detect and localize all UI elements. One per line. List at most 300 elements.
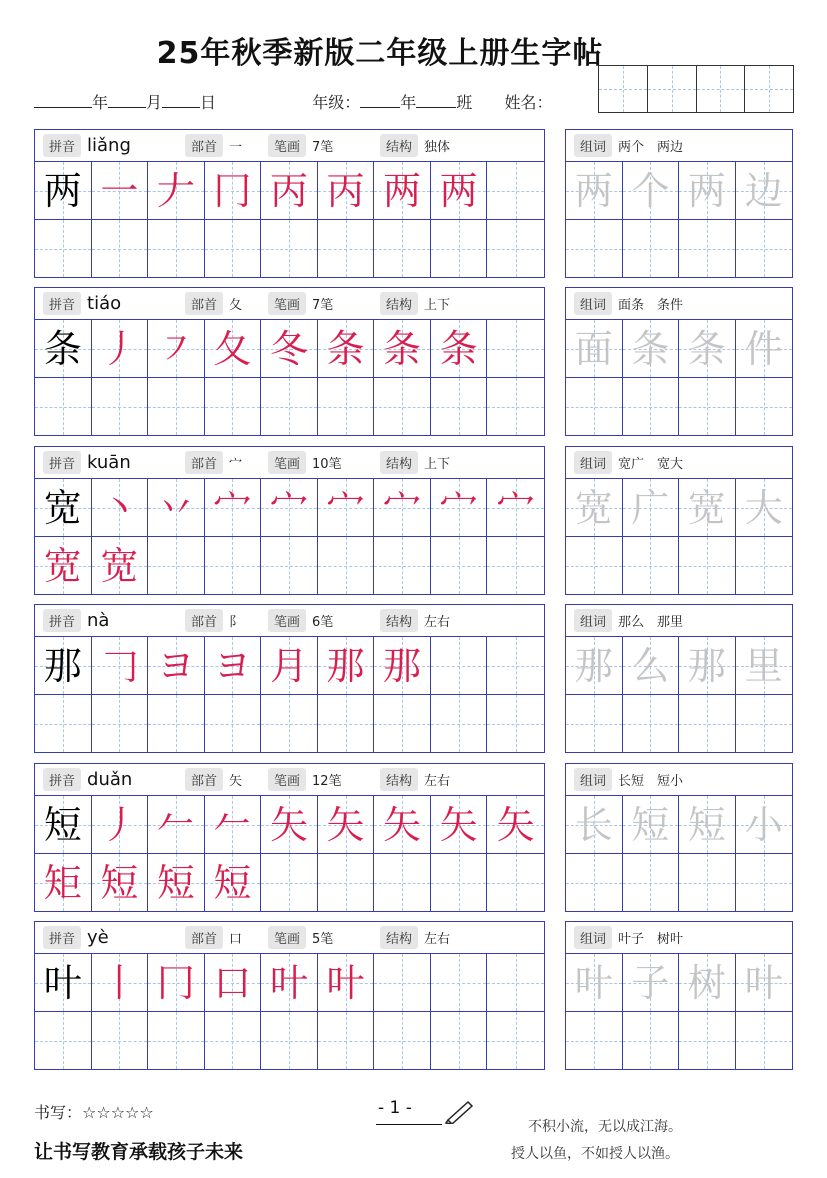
- writing-cell[interactable]: [736, 695, 793, 752]
- trace-character: 件: [744, 326, 783, 371]
- writing-cell[interactable]: [487, 378, 544, 435]
- writing-cell[interactable]: [431, 220, 488, 277]
- model-character: 两: [43, 168, 82, 213]
- words-value: 叶子 树叶: [618, 932, 684, 947]
- char-practice-panel: [34, 287, 545, 436]
- word-practice-panel: [565, 129, 793, 278]
- strokes-tag: 笔画: [268, 768, 306, 791]
- writing-cell[interactable]: [148, 162, 205, 219]
- words-value: 两个 两边: [618, 140, 684, 155]
- writing-cell[interactable]: [679, 954, 736, 1011]
- writing-cell[interactable]: [736, 479, 793, 536]
- stroke-order-step: [261, 162, 317, 219]
- writing-cell[interactable]: [431, 162, 488, 219]
- stroke-step-glyph: ㇇: [156, 326, 195, 371]
- writing-cell[interactable]: [374, 854, 431, 911]
- writing-cell[interactable]: [736, 537, 793, 594]
- trace-character: 子: [631, 960, 670, 1005]
- word-row: [566, 220, 792, 277]
- writing-cell[interactable]: [566, 637, 623, 694]
- radical-tag: 部首: [185, 609, 223, 632]
- stroke-step-glyph: 冬: [269, 326, 308, 371]
- structure-value: 左右: [424, 774, 451, 789]
- writing-cell[interactable]: [374, 695, 431, 752]
- stroke-order-step: [35, 854, 91, 911]
- stroke-order-step: [92, 162, 148, 219]
- writing-cell[interactable]: [566, 796, 623, 853]
- strokes-value: 5笔: [312, 932, 334, 947]
- char-practice-panel: [34, 446, 545, 595]
- writing-cell[interactable]: [318, 220, 375, 277]
- writing-cell[interactable]: [679, 479, 736, 536]
- writing-cell[interactable]: [205, 637, 262, 694]
- words-bar: [566, 288, 792, 320]
- writing-cell[interactable]: [431, 796, 488, 853]
- trace-character: 宽: [574, 485, 613, 530]
- writing-cell[interactable]: [205, 854, 262, 911]
- writing-cell[interactable]: [623, 162, 680, 219]
- writing-cell[interactable]: [35, 637, 92, 694]
- pinyin-tag: 拼音: [43, 134, 81, 157]
- stroke-order-step: [318, 796, 374, 853]
- stroke-order-step: [92, 854, 148, 911]
- stroke-order-step: [374, 320, 430, 377]
- writing-cell[interactable]: [431, 378, 488, 435]
- writing-cell[interactable]: [736, 162, 793, 219]
- writing-cell[interactable]: [35, 1012, 92, 1069]
- writing-cell[interactable]: [487, 954, 544, 1011]
- stroke-step-glyph: 短: [156, 860, 195, 905]
- trace-character: 个: [631, 168, 670, 213]
- word-row: [566, 479, 792, 537]
- writing-cell[interactable]: [566, 378, 623, 435]
- writing-cell[interactable]: [431, 537, 488, 594]
- practice-row: [35, 1012, 544, 1069]
- model-character: 短: [43, 802, 82, 847]
- stroke-order-step: [261, 954, 317, 1011]
- writing-cell[interactable]: [261, 479, 318, 536]
- writing-cell[interactable]: [318, 1012, 375, 1069]
- writing-cell[interactable]: [679, 1012, 736, 1069]
- structure-value: 左右: [424, 615, 451, 630]
- writing-cell[interactable]: [623, 1012, 680, 1069]
- writing-cell[interactable]: [566, 479, 623, 536]
- writing-cell[interactable]: [261, 537, 318, 594]
- stroke-step-glyph: 条: [383, 326, 422, 371]
- writing-cell[interactable]: [205, 479, 262, 536]
- stroke-order-step: [374, 479, 430, 536]
- writing-cell[interactable]: [566, 1012, 623, 1069]
- writing-cell[interactable]: [374, 1012, 431, 1069]
- word-practice-panel: [565, 763, 793, 912]
- writing-cell[interactable]: [205, 1012, 262, 1069]
- pinyin-tag: 拼音: [43, 926, 81, 949]
- stroke-order-step: [374, 162, 430, 219]
- words-bar: [566, 764, 792, 796]
- writing-cell[interactable]: [92, 378, 149, 435]
- name-cell[interactable]: [745, 66, 793, 112]
- stroke-step-glyph: 𠂇: [156, 168, 195, 213]
- writing-cell[interactable]: [205, 537, 262, 594]
- structure-tag: 结构: [380, 451, 418, 474]
- writing-cell[interactable]: [487, 1012, 544, 1069]
- writing-cell[interactable]: [205, 320, 262, 377]
- writing-cell[interactable]: [92, 537, 149, 594]
- writing-cell[interactable]: [148, 479, 205, 536]
- writing-cell[interactable]: [736, 954, 793, 1011]
- writing-cell[interactable]: [374, 637, 431, 694]
- writing-cell[interactable]: [431, 1012, 488, 1069]
- word-row: [566, 637, 792, 695]
- writing-cell[interactable]: [318, 162, 375, 219]
- trace-character: 条: [687, 326, 726, 371]
- writing-cell[interactable]: [487, 695, 544, 752]
- radical-value: 口: [229, 932, 243, 947]
- writing-cell[interactable]: [318, 695, 375, 752]
- month-label: 月: [146, 93, 163, 112]
- writing-cell[interactable]: [566, 854, 623, 911]
- stroke-order-step: [148, 637, 204, 694]
- writing-cell[interactable]: [35, 537, 92, 594]
- writing-cell[interactable]: [374, 479, 431, 536]
- writing-cell[interactable]: [431, 637, 488, 694]
- grade-blank[interactable]: [360, 94, 400, 108]
- writing-cell[interactable]: [431, 320, 488, 377]
- stroke-order-step: [318, 954, 374, 1011]
- trace-character: 那: [574, 643, 613, 688]
- writing-cell[interactable]: [92, 695, 149, 752]
- writing-cell[interactable]: [566, 695, 623, 752]
- writing-cell[interactable]: [566, 537, 623, 594]
- writing-cell[interactable]: [736, 220, 793, 277]
- stroke-order-step: [205, 854, 261, 911]
- stroke-step-glyph: 宀: [213, 485, 252, 530]
- writing-cell[interactable]: [205, 695, 262, 752]
- writing-cell[interactable]: [148, 695, 205, 752]
- writing-cell[interactable]: [148, 796, 205, 853]
- writing-cell[interactable]: [205, 220, 262, 277]
- radical-value: 矢: [229, 774, 243, 789]
- stroke-order-step: [261, 637, 317, 694]
- word-row: [566, 695, 792, 752]
- word-row: [566, 378, 792, 435]
- writing-cell[interactable]: [736, 637, 793, 694]
- writing-cell[interactable]: [318, 796, 375, 853]
- writing-cell[interactable]: [35, 162, 92, 219]
- writing-cell[interactable]: [736, 1012, 793, 1069]
- writing-cell[interactable]: [487, 220, 544, 277]
- radical-value: 夂: [229, 298, 243, 313]
- pinyin-tag: 拼音: [43, 768, 81, 791]
- word-row: [566, 320, 792, 378]
- stroke-order-step: [318, 320, 374, 377]
- writing-cell[interactable]: [261, 320, 318, 377]
- stroke-step-glyph: ヨ: [156, 643, 195, 688]
- stroke-order-step: [205, 637, 261, 694]
- writing-cell[interactable]: [92, 320, 149, 377]
- writing-cell[interactable]: [566, 954, 623, 1011]
- year-label: 年: [92, 93, 109, 112]
- writing-cell[interactable]: [92, 954, 149, 1011]
- writing-cell[interactable]: [92, 162, 149, 219]
- writing-cell[interactable]: [35, 320, 92, 377]
- writing-cell[interactable]: [374, 537, 431, 594]
- char-practice-panel: [34, 604, 545, 753]
- words-bar: [566, 447, 792, 479]
- trace-character: 小: [744, 802, 783, 847]
- writing-cell[interactable]: [261, 220, 318, 277]
- writing-cell[interactable]: [318, 479, 375, 536]
- writing-cell[interactable]: [487, 796, 544, 853]
- writing-cell[interactable]: [623, 796, 680, 853]
- trace-character: 里: [744, 643, 783, 688]
- stroke-step-glyph: 冂: [156, 960, 195, 1005]
- stroke-step-glyph: 丿: [100, 802, 139, 847]
- writing-cell[interactable]: [623, 695, 680, 752]
- stroke-order-step: [318, 637, 374, 694]
- writing-cell[interactable]: [679, 695, 736, 752]
- practice-row: [35, 796, 544, 854]
- writing-cell[interactable]: [261, 854, 318, 911]
- writing-cell[interactable]: [148, 854, 205, 911]
- writing-cell[interactable]: [487, 479, 544, 536]
- name-cell[interactable]: [697, 66, 746, 112]
- writing-cell[interactable]: [35, 220, 92, 277]
- stroke-order-step: [92, 954, 148, 1011]
- writing-cell[interactable]: [679, 320, 736, 377]
- radical-value: 阝: [229, 615, 243, 630]
- practice-row: [35, 320, 544, 378]
- year-blank[interactable]: [34, 94, 92, 108]
- structure-value: 上下: [424, 298, 451, 313]
- stroke-order-step: [92, 637, 148, 694]
- writing-cell[interactable]: [35, 796, 92, 853]
- writing-cell[interactable]: [374, 954, 431, 1011]
- writing-cell[interactable]: [431, 954, 488, 1011]
- radical-tag: 部首: [185, 768, 223, 791]
- pinyin-value: tiáo: [87, 293, 122, 314]
- writing-cell[interactable]: [35, 378, 92, 435]
- writing-cell[interactable]: [374, 320, 431, 377]
- structure-value: 左右: [424, 932, 451, 947]
- writing-cell[interactable]: [736, 320, 793, 377]
- char-info-bar: [35, 764, 544, 796]
- writing-cell[interactable]: [318, 320, 375, 377]
- stroke-order-step: [261, 479, 317, 536]
- writing-cell[interactable]: [431, 854, 488, 911]
- model-character: 叶: [43, 960, 82, 1005]
- practice-row: [35, 854, 544, 911]
- writing-cell[interactable]: [148, 220, 205, 277]
- stroke-order-step: [35, 537, 91, 594]
- strokes-tag: 笔画: [268, 451, 306, 474]
- writing-cell[interactable]: [148, 1012, 205, 1069]
- stroke-step-glyph: 宽: [100, 543, 139, 588]
- writing-cell[interactable]: [92, 1012, 149, 1069]
- writing-cell[interactable]: [623, 854, 680, 911]
- writing-cell[interactable]: [623, 320, 680, 377]
- writing-cell[interactable]: [487, 320, 544, 377]
- writing-cell[interactable]: [148, 954, 205, 1011]
- writing-cell[interactable]: [374, 162, 431, 219]
- practice-row: [35, 479, 544, 537]
- writing-cell[interactable]: [566, 220, 623, 277]
- pinyin-value: nà: [87, 610, 110, 631]
- month-blank[interactable]: [108, 94, 146, 108]
- stroke-order-step: [205, 479, 261, 536]
- writing-cell[interactable]: [205, 378, 262, 435]
- strokes-value: 12笔: [312, 774, 342, 789]
- stroke-order-step: [148, 796, 204, 853]
- radical-tag: 部首: [185, 292, 223, 315]
- stroke-order-step: [148, 320, 204, 377]
- stroke-order-step: [92, 479, 148, 536]
- stroke-order-step: [205, 796, 261, 853]
- writing-cell[interactable]: [679, 220, 736, 277]
- writing-cell[interactable]: [679, 854, 736, 911]
- writing-cell[interactable]: [148, 320, 205, 377]
- writing-cell[interactable]: [205, 954, 262, 1011]
- writing-cell[interactable]: [35, 479, 92, 536]
- writing-cell[interactable]: [736, 796, 793, 853]
- writing-cell[interactable]: [35, 854, 92, 911]
- stroke-step-glyph: 宀: [383, 485, 422, 530]
- stroke-step-glyph: 两: [439, 168, 478, 213]
- strokes-value: 7笔: [312, 298, 334, 313]
- stroke-step-glyph: 短: [213, 860, 252, 905]
- writing-cell[interactable]: [374, 220, 431, 277]
- writing-cell[interactable]: [318, 378, 375, 435]
- stroke-order-step: [431, 479, 487, 536]
- trace-character: 叶: [744, 960, 783, 1005]
- writing-cell[interactable]: [623, 537, 680, 594]
- stroke-step-glyph: 矢: [269, 802, 308, 847]
- writing-cell[interactable]: [92, 854, 149, 911]
- writing-cell[interactable]: [318, 637, 375, 694]
- stroke-step-glyph: 𠂉: [156, 802, 195, 847]
- writing-cell[interactable]: [261, 378, 318, 435]
- writing-cell[interactable]: [148, 637, 205, 694]
- writing-cell[interactable]: [679, 537, 736, 594]
- strokes-tag: 笔画: [268, 609, 306, 632]
- stroke-order-step: [92, 796, 148, 853]
- writing-cell[interactable]: [92, 479, 149, 536]
- words-bar: [566, 130, 792, 162]
- stroke-step-glyph: 宀: [269, 485, 308, 530]
- writing-cell[interactable]: [261, 796, 318, 853]
- writing-cell[interactable]: [487, 854, 544, 911]
- writing-cell[interactable]: [261, 695, 318, 752]
- name-grid[interactable]: [598, 65, 794, 113]
- practice-row: [35, 378, 544, 435]
- radical-value: 一: [229, 140, 243, 155]
- stroke-order-step: [148, 479, 204, 536]
- writing-cell[interactable]: [623, 378, 680, 435]
- practice-row: [35, 537, 544, 594]
- words-bar: [566, 605, 792, 637]
- writing-cell[interactable]: [318, 954, 375, 1011]
- writing-cell[interactable]: [261, 637, 318, 694]
- writing-cell[interactable]: [92, 637, 149, 694]
- writing-cell[interactable]: [566, 162, 623, 219]
- class-blank[interactable]: [416, 94, 456, 108]
- writing-cell[interactable]: [205, 796, 262, 853]
- writing-cell[interactable]: [736, 378, 793, 435]
- writing-cell[interactable]: [374, 378, 431, 435]
- writing-cell[interactable]: [679, 796, 736, 853]
- pen-icon: [444, 1098, 476, 1124]
- writing-cell[interactable]: [487, 537, 544, 594]
- writing-cell[interactable]: [679, 162, 736, 219]
- stroke-step-glyph: 那: [383, 643, 422, 688]
- practice-row: [35, 695, 544, 752]
- writing-cell[interactable]: [623, 479, 680, 536]
- char-info-bar: [35, 130, 544, 162]
- char-info-bar: [35, 447, 544, 479]
- writing-cell[interactable]: [205, 162, 262, 219]
- name-cell[interactable]: [599, 66, 648, 112]
- writing-cell[interactable]: [487, 637, 544, 694]
- writing-cell[interactable]: [566, 320, 623, 377]
- word-practice-panel: [565, 446, 793, 595]
- stroke-order-step: [318, 162, 374, 219]
- writing-cell[interactable]: [35, 954, 92, 1011]
- writing-cell[interactable]: [431, 479, 488, 536]
- writing-cell[interactable]: [679, 378, 736, 435]
- writing-cell[interactable]: [261, 954, 318, 1011]
- writing-cell[interactable]: [92, 220, 149, 277]
- page-title: 25年秋季新版二年级上册生字帖: [156, 36, 604, 71]
- char-info-bar: [35, 922, 544, 954]
- writing-cell[interactable]: [431, 695, 488, 752]
- pinyin-value: kuān: [87, 452, 131, 473]
- writing-cell[interactable]: [318, 854, 375, 911]
- strokes-tag: 笔画: [268, 926, 306, 949]
- stroke-step-glyph: 丙: [326, 168, 365, 213]
- words-tag: 组词: [574, 926, 612, 949]
- writing-cell[interactable]: [148, 378, 205, 435]
- page-underline: [376, 1124, 442, 1125]
- writing-cell[interactable]: [623, 954, 680, 1011]
- writing-cell[interactable]: [261, 1012, 318, 1069]
- word-row: [566, 1012, 792, 1069]
- words-value: 那么 那里: [618, 615, 684, 630]
- practice-row: [35, 637, 544, 695]
- radical-value: 宀: [229, 457, 243, 472]
- trace-character: 长: [574, 802, 613, 847]
- trace-character: 树: [687, 960, 726, 1005]
- writing-cell[interactable]: [318, 537, 375, 594]
- writing-cell[interactable]: [92, 796, 149, 853]
- writing-cell[interactable]: [679, 637, 736, 694]
- pinyin-tag: 拼音: [43, 292, 81, 315]
- strokes-tag: 笔画: [268, 134, 306, 157]
- writing-cell[interactable]: [623, 220, 680, 277]
- writing-cell[interactable]: [736, 854, 793, 911]
- stroke-step-glyph: 矢: [496, 802, 535, 847]
- writing-cell[interactable]: [35, 695, 92, 752]
- stroke-step-glyph: 矢: [326, 802, 365, 847]
- char-info-bar: [35, 605, 544, 637]
- writing-cell[interactable]: [261, 162, 318, 219]
- writing-cell[interactable]: [148, 537, 205, 594]
- name-cell[interactable]: [648, 66, 697, 112]
- day-blank[interactable]: [162, 94, 200, 108]
- writing-cell[interactable]: [374, 796, 431, 853]
- writing-cell[interactable]: [623, 637, 680, 694]
- writing-cell[interactable]: [487, 162, 544, 219]
- word-row: [566, 796, 792, 854]
